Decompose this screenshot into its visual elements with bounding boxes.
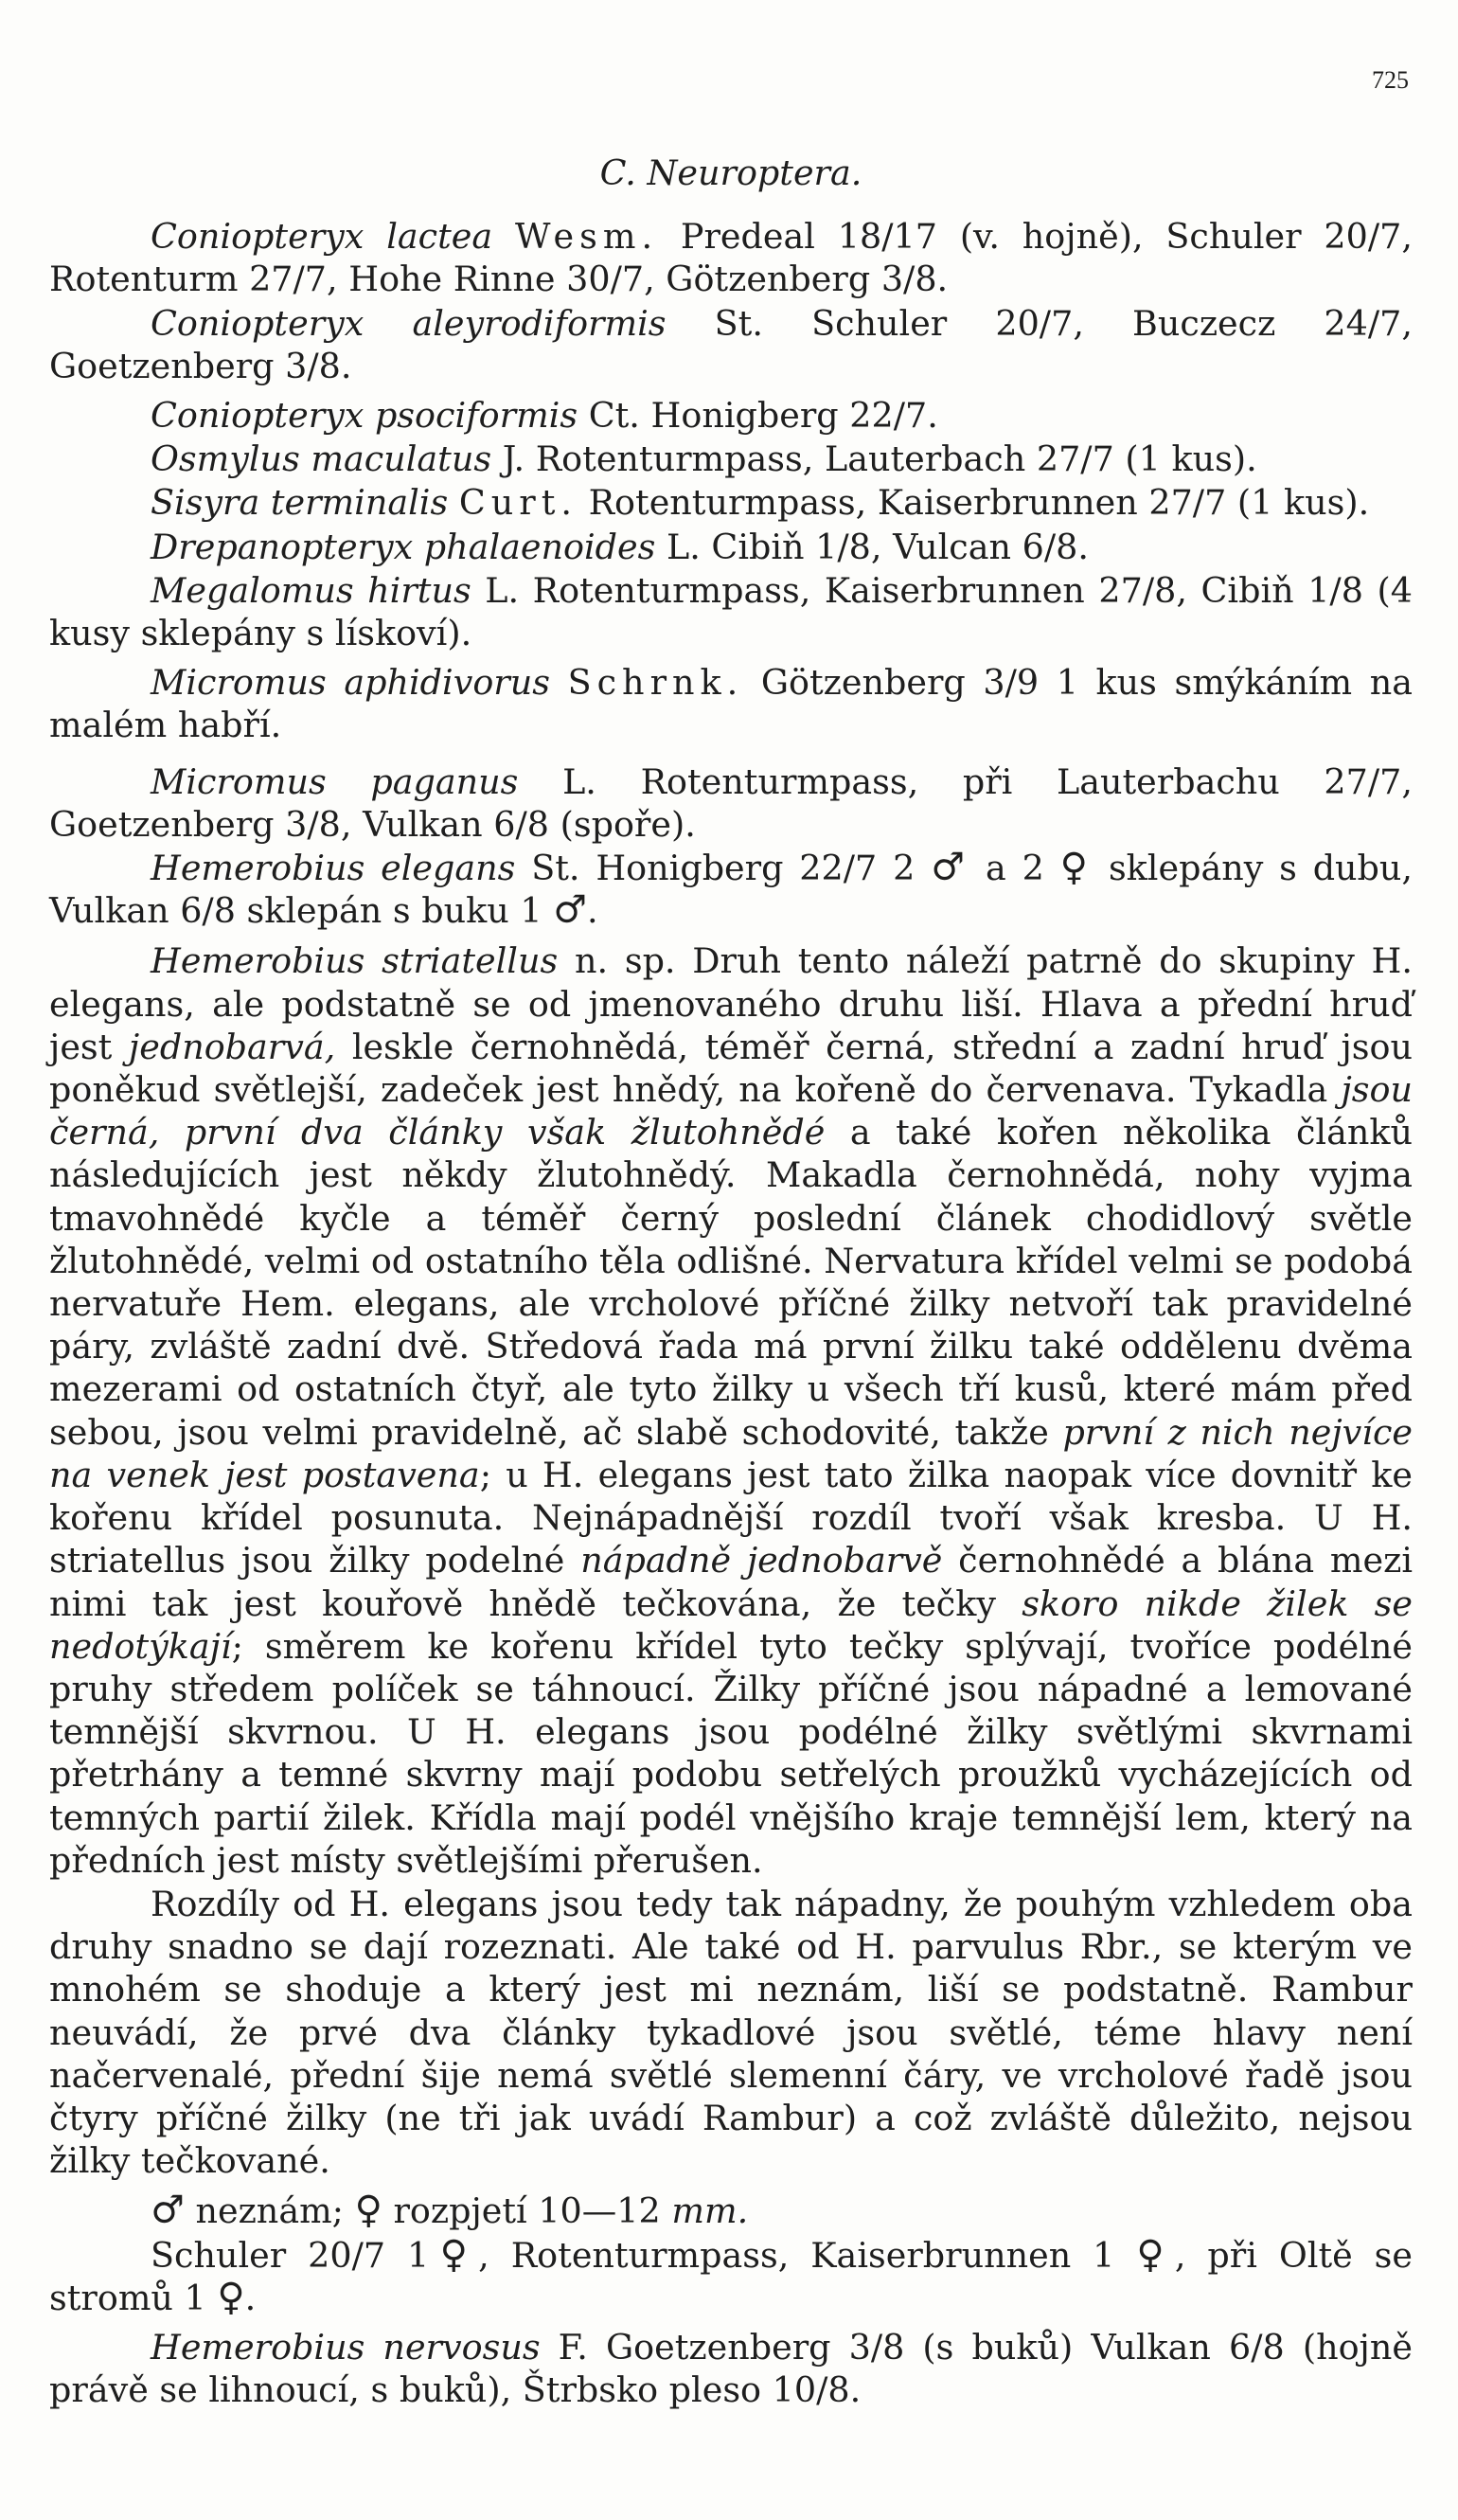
wingspan-unit: mm.: [671, 2190, 749, 2232]
species-name: Micromus aphidivorus: [151, 662, 550, 704]
species-name: Coniopteryx aleyrodiformis: [151, 302, 667, 344]
female-symbol-icon: ♀: [217, 2275, 245, 2319]
male-symbol-icon: ♂: [553, 888, 588, 933]
species-name: Megalomus hirtus: [151, 569, 471, 611]
entry-text: Schuler 20/7, Buczecz 24/7, Goetzenberg 3/8.: [49, 302, 1414, 386]
differences-paragraph: Rozdíly od H. elegans jsou tedy tak nápadny, že pouhým vzhledem oba druhy snadno se dají rozeznati. Ale také od H. parvulus Rbr., se kterým ve mnohém se shoduje a který jest mi neznám, liší se podstatně. Rambur neuvádí, že prvé dva články tykadlové jsou světlé, téme hlavy není načervenalé, přední šije nemá světlé slemenní čáry, ve vrcholové řadě jsou čtyry příčné žilky (ne tři jak uvádí Rambur) a což zvláště důležito, nejsou žilky tečkované.: [49, 1883, 1413, 2182]
author: L.: [562, 760, 596, 802]
species-name: Hemerobius striatellus: [151, 940, 559, 982]
description-text: a také kořen několika článků následujících jest někdy žlutohnědý. Makadla černohnědá, nohy vyjma tmavohnědé kyčle a téměř černý poslední článek chodidlový světle žlutohnědé, velmi od ostatního těla odlišné. Nervatura křídel velmi se podobá nervatuře Hem. elegans, ale vrcholové příčné žilky netvoří tak pravidelné páry, zvláště zadní dvě. Středová řada má první žilku také oddělenu dvěma mezerami od ostatních čtyř, ale tyto žilky u všech tří kusů, které mám před sebou, jsou velmi pravidelně, ač slabě schodovité, takže: [49, 1112, 1413, 1453]
localities-line: [49, 2234, 1413, 2319]
entry-drepanopteryx-phalaenoides: [49, 526, 1413, 568]
species-name: Drepanopteryx phalaenoides: [151, 526, 656, 567]
author: Schrnk.: [567, 662, 744, 704]
entry-text: Rotenturmpass, při Lauterbachu 27/7, Goetzenberg 3/8, Vulkan 6/8 (spoře).: [49, 760, 1414, 845]
entry-text: Honigberg 22/7 2: [596, 848, 916, 889]
species-name: Coniopteryx lactea: [151, 216, 493, 258]
emphasis-text: jsou černá, první dva články však žlutohnědé: [49, 1069, 1413, 1153]
section-title: C. Neuroptera.: [599, 152, 862, 193]
description-text: ; u H. elegans jest tato žilka naopak více dovnitř ke kořenu křídel posunuta. Nejnápadnější rozdíl tvoří však kresba. U H. striatellus jsou žilky podelné: [49, 1454, 1413, 1582]
species-name: Osmylus maculatus: [151, 438, 492, 480]
author: Wesm.: [514, 216, 659, 258]
entry-text: Götzenberg 3/9 1 kus smýkáním na malém habří.: [49, 662, 1413, 746]
entry-text: Rotenturmpass, Kaiserbrunnen 27/8, Cibiň 1/8 (4 kusy sklepány s lískoví).: [49, 569, 1413, 654]
entry-hemerobius-elegans: [49, 847, 1413, 932]
entry-hemerobius-nervosus: [49, 2326, 1413, 2411]
locality-text: .: [244, 2277, 257, 2318]
entry-text: Goetzenberg 3/8 (s buků) Vulkan 6/8 (hojně právě se lihnoucí, s buků), Štrbsko pleso 10/8.: [49, 2326, 1413, 2411]
description-text: ; směrem ke kořenu křídel tyto tečky splývají, tvoříce podélné pruhy středem políček se táhnoucí. Žilky příčné jsou nápadné a lemované temnější skvrnou. U H. elegans jsou podélné žilky světlými skvrnami přetrhány a temné skvrny mají podobu setřelých proužků vycházejících od temných partií žilek. Křídla mají podél vnějšího kraje temnější lem, který na předních jest místy světlejšími přerušen.: [49, 1625, 1413, 1881]
locality-text: , při Oltě se stromů 1: [49, 2234, 1413, 2318]
entry-text: Rotenturmpass, Lauterbach 27/7 (1 kus).: [535, 438, 1257, 480]
emphasis-text: první z nich nejvíce na venek jest postavena: [49, 1411, 1413, 1495]
female-symbol-icon: ♀: [429, 2232, 479, 2277]
entry-hemerobius-striatellus: [49, 939, 1413, 1881]
emphasis-text: skoro nikde žilek se nedotýkají: [49, 1582, 1413, 1667]
species-name: Hemerobius elegans: [151, 848, 516, 889]
entry-text: Honigberg 22/7.: [650, 395, 938, 437]
species-name: Micromus paganus: [151, 760, 519, 802]
entry-megalomus-hirtus: [49, 569, 1413, 654]
emphasis-text: nápadně jednobarvě: [580, 1540, 943, 1582]
species-name: Sisyra terminalis: [151, 482, 449, 524]
entry-text: sklepány s dubu, Vulkan 6/8 sklepán s buku 1: [49, 848, 1414, 932]
entry-osmylus-maculatus: [49, 438, 1413, 480]
entry-text: Cibiň 1/8, Vulcan 6/8.: [711, 526, 1089, 567]
author: Ct.: [588, 395, 640, 437]
page-number: 725: [1372, 66, 1409, 94]
author: Curt.: [458, 482, 578, 524]
entry-sisyra-terminalis: [49, 481, 1413, 524]
species-name: Coniopteryx psociformis: [151, 395, 578, 437]
author: St.: [531, 848, 580, 889]
locality-text: , Rotenturmpass, Kaiserbrunnen 1: [478, 2234, 1115, 2276]
entry-text: Rotenturmpass, Kaiserbrunnen 27/7 (1 kus).: [588, 482, 1370, 524]
entry-coniopteryx-lactea: [49, 215, 1413, 300]
entry-text: Predeal 18/17 (v. hojně), Schuler 20/7, Rotenturm 27/7, Hohe Rinne 30/7, Götzenberg 3/8.: [49, 216, 1414, 300]
emphasis-text: jednobarvá,: [128, 1026, 336, 1067]
wingspan-line: [49, 2189, 1413, 2232]
description-text: Druh tento náleží patrně do skupiny H. elegans, ale podstatně se od jmenovaného druhu liší. Hlava a přední hruď jest: [49, 940, 1413, 1067]
entry-text: a 2: [986, 848, 1044, 889]
main-text: [49, 152, 1413, 2412]
species-name: Hemerobius nervosus: [151, 2326, 541, 2368]
description-text: černohnědé a blána mezi nimi tak jest kouřově hnědě tečkována, že tečky: [49, 1540, 1413, 1624]
entry-micromus-aphidivorus: [49, 661, 1413, 746]
author: F.: [558, 2326, 588, 2368]
author: L.: [666, 526, 701, 567]
wingspan-text: neznám;: [195, 2190, 344, 2232]
wingspan-text: rozpjetí 10—12: [393, 2190, 661, 2232]
entry-micromus-paganus: [49, 760, 1413, 846]
author: J.: [502, 438, 525, 480]
entry-coniopteryx-aleyrodiformis: [49, 302, 1413, 387]
male-symbol-icon: ♂: [151, 2189, 185, 2233]
entry-text: .: [587, 890, 598, 932]
description-text: leskle černohnědá, téměř černá, střední a zadní hruď jsou poněkud světlejší, zadeček jest hnědý, na kořeně do červenava. Tykadla: [49, 1026, 1413, 1111]
locality-text: Schuler 20/7 1: [151, 2234, 430, 2276]
entry-coniopteryx-psociformis: [49, 394, 1413, 437]
female-symbol-icon: ♀: [1136, 2232, 1175, 2277]
author: St.: [714, 302, 763, 344]
author: L.: [485, 569, 520, 611]
species-status: n. sp.: [574, 940, 676, 982]
female-symbol-icon: ♀: [354, 2189, 382, 2233]
male-symbol-icon: ♂: [931, 846, 970, 890]
female-symbol-icon: ♀: [1059, 846, 1094, 890]
